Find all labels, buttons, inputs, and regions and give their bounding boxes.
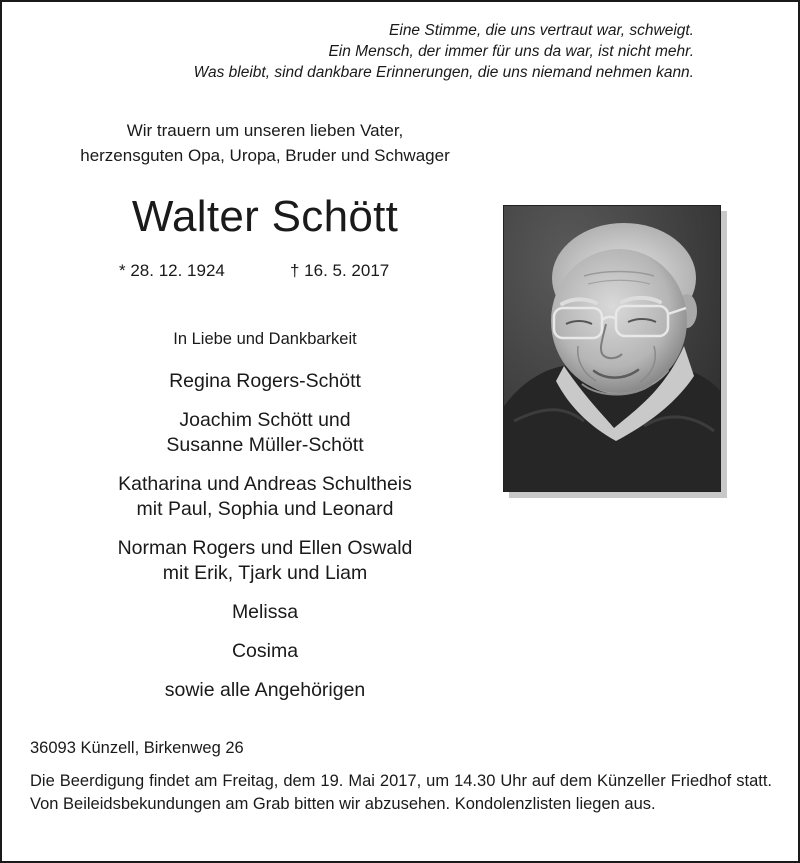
poem-line: Ein Mensch, der immer für uns da war, ist nicht mehr.: [328, 43, 694, 60]
mourner-group: [0, 369, 530, 394]
mourner-line: mit Erik, Tjark und Liam: [162, 562, 368, 584]
deceased-name: Walter Schött: [131, 192, 399, 241]
mourner-line: sowie alle Angehörigen: [164, 679, 366, 701]
family-address: 36093 Künzell, Birkenweg 26: [30, 739, 244, 757]
mourner-line: mit Paul, Sophia und Leonard: [136, 498, 394, 520]
mourner-line: Norman Rogers und Ellen Oswald: [117, 537, 413, 559]
memorial-poem: [194, 20, 694, 83]
mourner-line: Regina Rogers-Schött: [169, 370, 361, 392]
death-date: † 16. 5. 2017: [290, 261, 390, 280]
portrait-illustration: [504, 206, 720, 491]
mourner-group: [0, 600, 530, 625]
mourner-group: [0, 408, 530, 458]
mourner-group: [0, 536, 530, 586]
mourner-line: Joachim Schött und: [179, 409, 351, 431]
funeral-note: Die Beerdigung findet am Freitag, dem 19. Mai 2017, um 14.30 Uhr auf dem Künzeller Friedhof statt. Von Beileidsbekundungen am Grab bitten wir abzusehen. Kondolenzlisten liegen aus.: [30, 772, 772, 813]
mourner-line: Cosima: [231, 640, 299, 662]
mourner-group: [0, 472, 530, 522]
mourner-line: Katharina und Andreas Schultheis: [118, 473, 412, 495]
birth-date: * 28. 12. 1924: [119, 261, 225, 280]
intro-line: herzensguten Opa, Uropa, Bruder und Schwager: [80, 146, 450, 165]
portrait-photo: [503, 205, 721, 492]
mourner-group: [0, 639, 530, 664]
poem-line: Was bleibt, sind dankbare Erinnerungen, die uns niemand nehmen kann.: [193, 64, 694, 81]
mourning-intro: [0, 118, 530, 168]
poem-line: Eine Stimme, die uns vertraut war, schweigt.: [389, 22, 694, 39]
mourners-list: [0, 369, 530, 717]
mourner-group: [0, 678, 530, 703]
mourner-line: Susanne Müller-Schött: [166, 434, 364, 456]
love-line: In Liebe und Dankbarkeit: [173, 330, 357, 348]
intro-line: Wir trauern um unseren lieben Vater,: [126, 121, 404, 140]
mourner-line: Melissa: [231, 601, 299, 623]
